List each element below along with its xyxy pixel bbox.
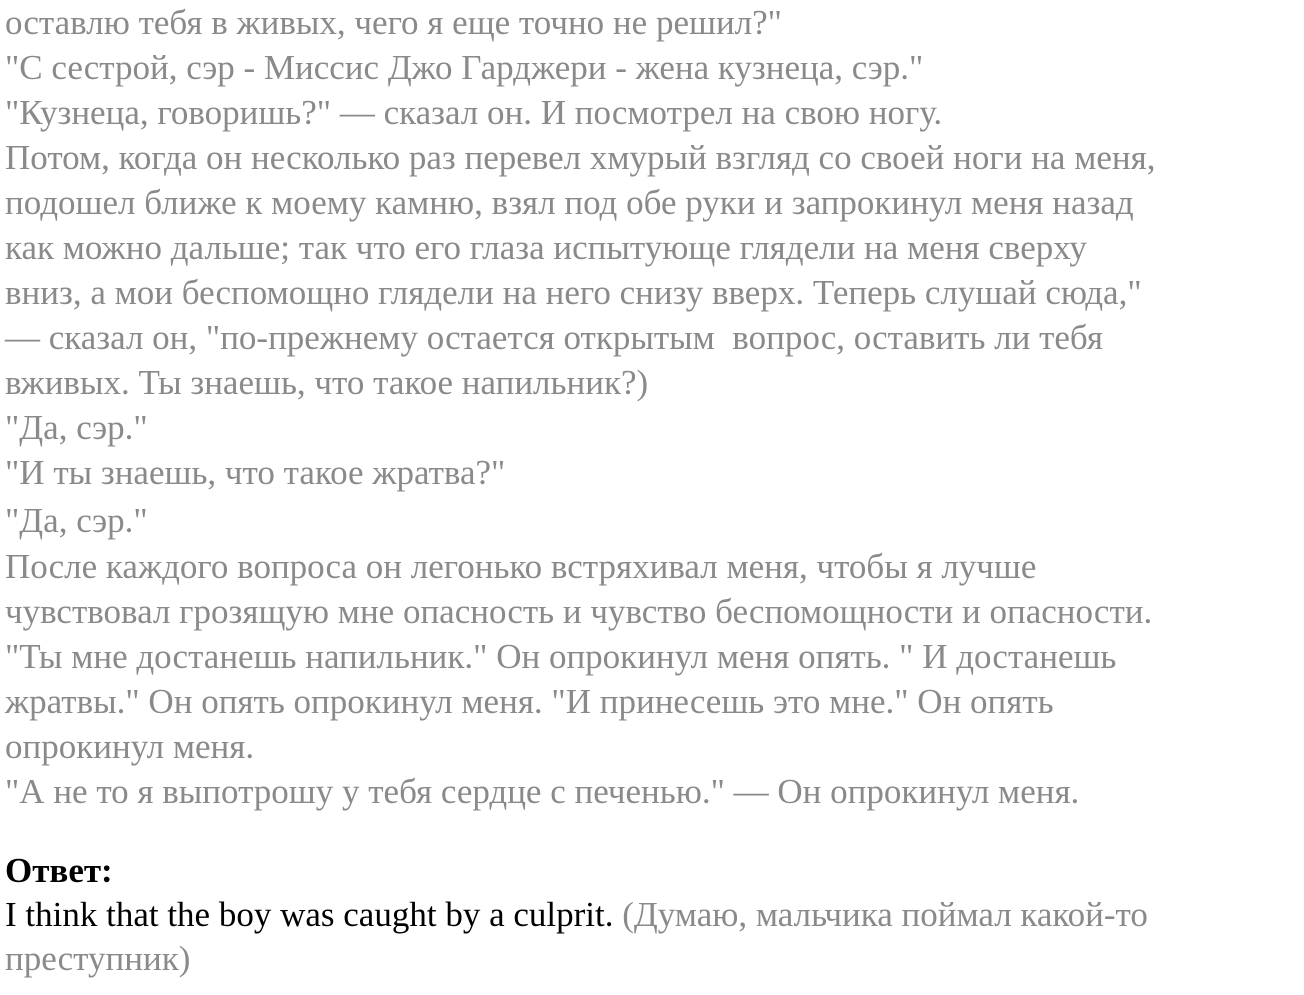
answer-russian-continued: преступник) (5, 939, 191, 978)
answer-russian: (Думаю, мальчика поймал какой-то (613, 895, 1148, 934)
passage-line: "Ты мне достанешь напильник." Он опрокинул меня опять. " И достанешь (5, 637, 1117, 676)
answer-label: Ответ: (5, 851, 113, 890)
passage-line: опрокинул меня. (5, 727, 255, 766)
passage-line: оставлю тебя в живых, чего я еще точно не решил?" (5, 3, 782, 42)
section-spacer (5, 814, 1301, 845)
passage-line: "Да, сэр." (5, 501, 148, 540)
passage-line: вживых. Ты знаешь, что такое напильник?) (5, 363, 649, 402)
passage-line: чувствовал грозящую мне опасность и чувство беспомощности и опасности. (5, 592, 1153, 631)
passage-line: "И ты знаешь, что такое жратва?" (5, 453, 506, 492)
passage-line: вниз, а мои беспомощно глядели на него снизу вверх. Теперь слушай сюда," (5, 273, 1142, 312)
answer-english: I think that the boy was caught by a culprit. (5, 895, 614, 934)
passage-line: жратвы." Он опять опрокинул меня. "И принесешь это мне." Он опять (5, 682, 1054, 721)
passage-line: — сказал он, "по-прежнему остается открытым вопрос, оставить ли тебя (5, 318, 1103, 357)
passage-line: как можно дальше; так что его глаза испытующе глядели на меня сверху (5, 228, 1087, 267)
document-page (5, 0, 1301, 981)
passage-line: Потом, когда он несколько раз перевел хмурый взгляд со своей ноги на меня, (5, 138, 1156, 177)
passage-line: подошел ближе к моему камню, взял под обе руки и запрокинул меня назад (5, 183, 1134, 222)
passage-line: "Да, сэр." (5, 408, 148, 447)
passage (5, 0, 1301, 814)
passage-line: "Кузнеца, говоришь?" — сказал он. И посмотрел на свою ногу. (5, 93, 943, 132)
answer-line (5, 893, 1301, 937)
passage-line: "С сестрой, сэр - Миссис Джо Гарджери - жена кузнеца, сэр." (5, 48, 924, 87)
passage-line: После каждого вопроса он легонько встряхивал меня, чтобы я лучше (5, 547, 1037, 586)
passage-line: "А не то я выпотрошу у тебя сердце с печенью." — Он опрокинул меня. (5, 772, 1080, 811)
